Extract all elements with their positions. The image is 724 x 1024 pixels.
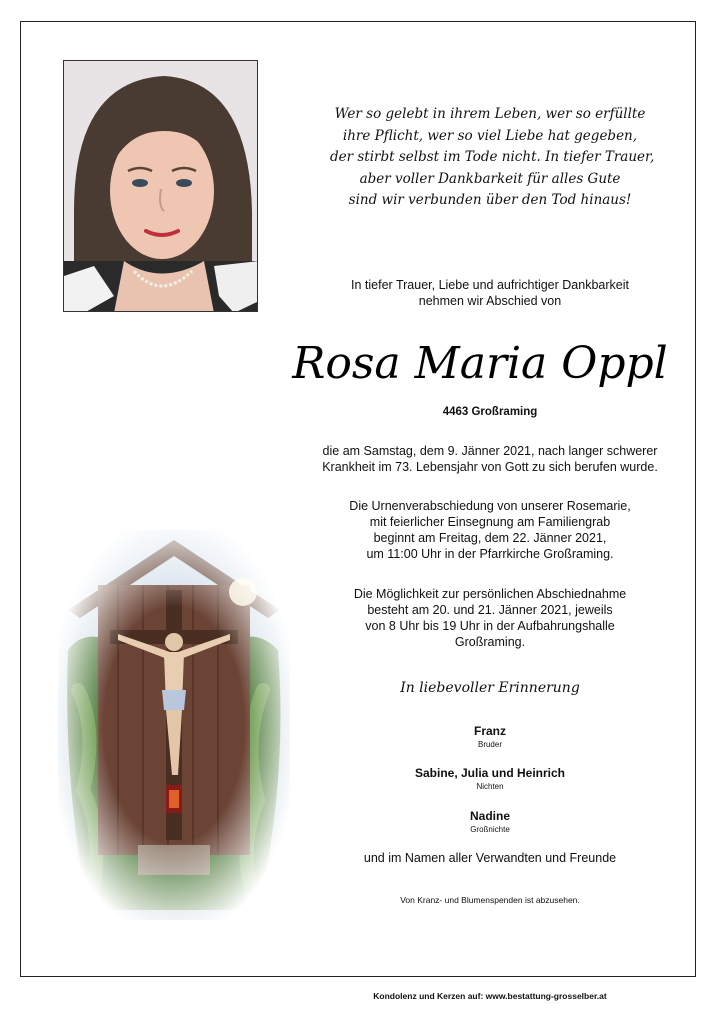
- deceased-place: 4463 Großraming: [442, 406, 538, 418]
- poem-line: aber voller Dankbarkeit für alles Gute: [359, 170, 621, 187]
- memory-heading: In liebevoller Erinnerung: [400, 680, 580, 696]
- mourner-name: Nadine: [469, 809, 510, 823]
- intro-text: [310, 277, 670, 309]
- death-notice-line: Krankheit im 73. Lebensjahr von Gott zu sich berufen wurde.: [322, 460, 658, 474]
- relatives-line: und im Namen aller Verwandten und Freunde: [363, 851, 617, 865]
- death-notice: [280, 443, 700, 475]
- ceremony-info: [310, 498, 670, 562]
- portrait-photo: [63, 60, 258, 312]
- ceremony-line: beginnt am Freitag, dem 22. Jänner 2021,: [373, 531, 607, 545]
- mourner-entry: [390, 724, 590, 749]
- farewell-line: Die Möglichkeit zur persönlichen Abschiednahme: [353, 587, 627, 601]
- flowers-note: Von Kranz- und Blumenspenden ist abzusehen.: [400, 895, 580, 905]
- mourner-relation: Nichten: [476, 782, 504, 791]
- poem: [330, 104, 655, 212]
- mourner-name: Franz: [473, 724, 506, 738]
- mourner-entry: [390, 809, 590, 834]
- mourner-name: Sabine, Julia und Heinrich: [414, 766, 566, 780]
- portrait-illustration: [64, 61, 258, 312]
- crucifix-illustration: [58, 530, 290, 920]
- intro-line: In tiefer Trauer, Liebe und aufrichtiger Dankbarkeit: [351, 278, 629, 292]
- poem-line: sind wir verbunden über den Tod hinaus!: [348, 192, 632, 208]
- farewell-line: Großraming.: [454, 635, 526, 649]
- poem-line: der stirbt selbst im Tode nicht. In tiefer Trauer,: [330, 149, 655, 165]
- intro-line: nehmen wir Abschied von: [418, 294, 562, 308]
- ceremony-line: um 11:00 Uhr in der Pfarrkirche Großraming.: [366, 547, 614, 561]
- ceremony-line: mit feierlicher Einsegnung am Familiengrab: [369, 515, 611, 529]
- farewell-info: [310, 586, 670, 650]
- deceased-name: Rosa Maria Oppl: [292, 338, 668, 389]
- poem-line: Wer so gelebt in ihrem Leben, wer so erfüllte: [334, 106, 646, 122]
- poem-line: ihre Pflicht, wer so viel Liebe hat gegeben,: [342, 127, 638, 144]
- death-notice-line: die am Samstag, dem 9. Jänner 2021, nach langer schwerer: [322, 444, 658, 458]
- mourner-entry: [360, 766, 620, 791]
- farewell-line: von 8 Uhr bis 19 Uhr in der Aufbahrungshalle: [365, 619, 615, 633]
- ceremony-line: Die Urnenverabschiedung von unserer Rosemarie,: [349, 499, 631, 513]
- mourner-relation: Bruder: [477, 740, 502, 749]
- crucifix-shrine-image: [58, 530, 290, 920]
- mourner-relation: Großnichte: [470, 825, 510, 834]
- farewell-line: besteht am 20. und 21. Jänner 2021, jeweils: [367, 603, 613, 617]
- footer-condolence: Kondolenz und Kerzen auf: www.bestattung-grosselber.at: [373, 991, 607, 1001]
